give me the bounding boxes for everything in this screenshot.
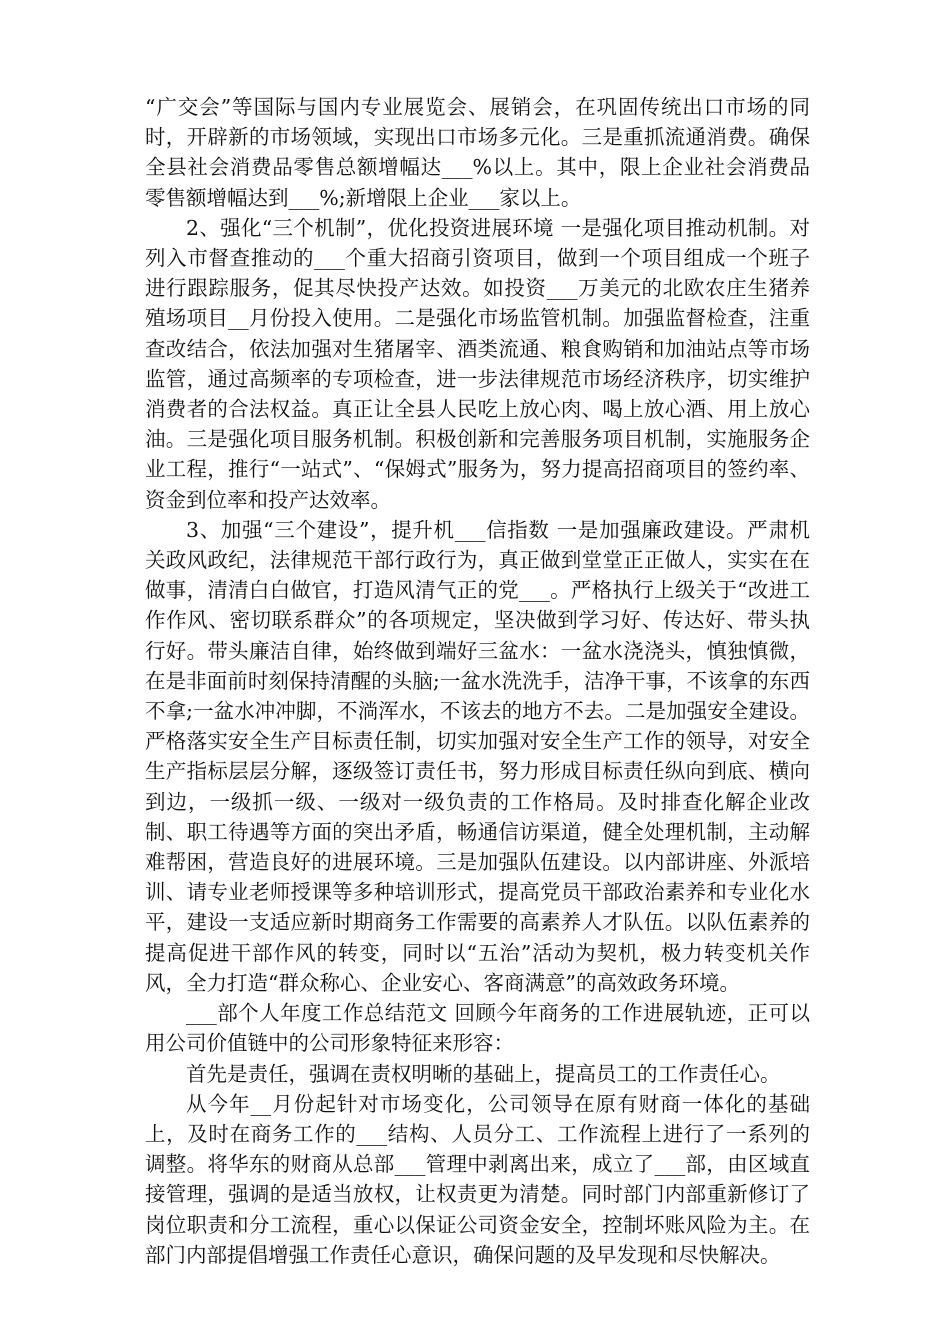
paragraph-responsibility: 首先是责任，强调在责权明晰的基础上，提高员工的工作责任心。	[186, 1061, 781, 1086]
document-page	[145, 92, 810, 1270]
paragraph-trade-fair-consumption: “广交会”等国际与国内专业展览会、展销会，在巩固传统出口市场的同时，开辟新的市场领域，实现出口市场多元化。三是重抓流通消费。确保全县社会消费品零售总额增幅达___%以上。其中，限上企业社会消费品零售额增幅达到___%;新增限上企业___家以上。	[145, 95, 810, 210]
paragraph-annual-summary-intro: ___部个人年度工作总结范文 回顾今年商务的工作进展轨迹，正可以用公司价值链中的公司形象特征来形容：	[145, 1001, 810, 1056]
paragraph-three-constructions: 3、加强“三个建设”，提升机___信指数 一是加强廉政建设。严肃机关政风政纪，法律规范干部行政行为，真正做到堂堂正正做人，实实在在做事，清清白白做官，打造风清气正的党___。严格执行上级关于“改进工作作风、密切联系群众”的各项规定，坚决做到学习好、传达好、带头执行好。带头廉洁自律，始终做到端好三盆水：一盆水浇浇头，慎独慎微，在是非面前时刻保持清醒的头脑;一盆水洗洗手，洁净干事，不该拿的东西不拿;一盆水冲冲脚，不淌浑水，不该去的地方不去。二是加强安全建设。严格落实安全生产目标责任制，切实加强对安全生产工作的领导，对安全生产指标层层分解，逐级签订责任书，努力形成目标责任纵向到底、横向到边，一级抓一级、一级对一级负责的工作格局。及时排查化解企业改制、职工待遇等方面的突出矛盾，畅通信访渠道，健全处理机制，主动解难帮困，营造良好的进展环境。三是加强队伍建设。以内部讲座、外派培训、请专业老师授课等多种培训形式，提高党员干部政治素养和专业化水平，建设一支适应新时期商务工作需要的高素养人才队伍。以队伍素养的提高促进干部作风的转变，同时以“五治”活动为契机，极力转变机关作风，全力打造“群众称心、企业安心、客商满意”的高效政务环境。	[145, 517, 810, 995]
paragraph-restructuring: 从今年__月份起针对市场变化，公司领导在原有财商一体化的基础上，及时在商务工作的___结构、人员分工、工作流程上进行了一系列的调整。将华东的财商从总部___管理中剥离出来，成立了___部，由区域直接管理，强调的是适当放权，让权责更为清楚。同时部门内部重新修订了岗位职责和分工流程，重心以保证公司资金安全，控制坏账风险为主。在部门内部提倡增强工作责任心意识，确保问题的及早发现和尽快解决。	[145, 1091, 810, 1267]
paragraph-three-mechanisms: 2、强化“三个机制”，优化投资进展环境 一是强化项目推动机制。对列入市督查推动的___个重大招商引资项目，做到一个项目组成一个班子进行跟踪服务，促其尽快投产达效。如投资___万美元的北欧农庄生猪养殖场项目__月份投入使用。二是强化市场监管机制。加强监督检查，注重查改结合，依法加强对生猪屠宰、酒类流通、粮食购销和加油站点等市场监管，通过高频率的专项检查，进一步法律规范市场经济秩序，切实维护消费者的合法权益。真正让全县人民吃上放心肉、喝上放心酒、用上放心油。三是强化项目服务机制。积极创新和完善服务项目机制，实施服务企业工程，推行“一站式”、“保姆式”服务为，努力提高招商项目的签约率、资金到位率和投产达效率。	[145, 215, 810, 512]
